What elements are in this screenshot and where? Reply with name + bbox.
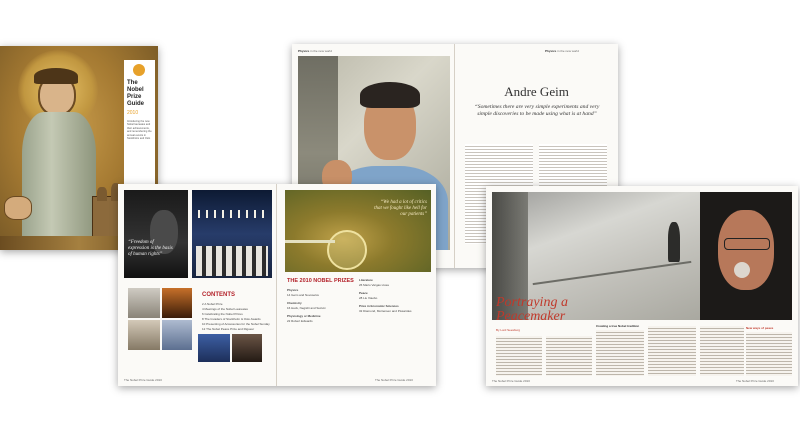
contents-footer-right: The Nobel Prize Guide 2010: [375, 378, 413, 382]
peace-body-col4: [648, 326, 696, 376]
cover-year: 2010: [127, 110, 139, 116]
cover-title-line1: The: [127, 80, 138, 86]
contents-spread: [118, 184, 436, 386]
laureate-thumb: [128, 320, 160, 350]
peace-footer-left: The Nobel Prize Guide 2010: [492, 379, 530, 383]
ivf-photo: [285, 190, 431, 272]
laureate-thumb: [128, 288, 160, 318]
figure-hand-left: [4, 196, 32, 220]
cover-title-line4: Guide: [127, 101, 145, 107]
geim-header-right: Physics: [545, 49, 557, 53]
contents-item: 6 Celebrating the Nobel Prizes: [202, 312, 243, 316]
cover-title-line2: Nobel: [127, 87, 144, 93]
geim-header-left: Physics: [298, 49, 310, 53]
peace-portrait: [700, 192, 792, 320]
geim-header-left-sub: in the new world: [310, 49, 332, 53]
prize-item: 32 Diamond, Mortensen and Pissarides: [359, 308, 412, 313]
laureate-thumb: [198, 334, 230, 362]
peace-body-col5: [700, 326, 744, 376]
prize-head: Prize in Economic Sciences: [359, 304, 399, 308]
prize-head: Chemistry: [287, 301, 302, 305]
peace-body-col2: [546, 336, 592, 376]
contents-item: 8 The Invaders of Stockholm & Oslo Awards: [202, 317, 261, 321]
laureate-thumb: [162, 320, 192, 350]
prize-item: 26 Mario Vargas Llosa: [359, 282, 389, 287]
contents-title: CONTENTS: [202, 292, 235, 298]
peace-right-subhead: New ways of peace: [746, 326, 774, 330]
ceremony-photo: [192, 190, 272, 278]
figure-hair: [34, 68, 78, 84]
peace-body-col3: [596, 330, 644, 376]
contents-right-page: [277, 184, 436, 386]
contents-item: 4 Meetings of the Nobel Laureates: [202, 307, 248, 311]
freedom-quote-text: “Freedom of expression is the basis of human rights”: [128, 240, 173, 257]
prize-head: Peace: [359, 291, 368, 295]
figure-robe: [22, 112, 96, 250]
prizes-col2: [359, 278, 429, 313]
prize-head: Physics: [287, 288, 299, 292]
prize-item: 14 Geim and Novoselov: [287, 292, 320, 297]
prize-head: Physiology or Medicine: [287, 314, 321, 318]
contents-footer-left: The Nobel Prize Guide 2010: [124, 378, 162, 382]
prize-head: Literature: [359, 278, 373, 282]
peace-subhead: Creating a true Nobel tradition: [596, 324, 640, 328]
peace-footer-right: The Nobel Prize Guide 2010: [736, 379, 774, 383]
peace-title: [496, 296, 568, 324]
nobel-medal-icon: [133, 64, 145, 76]
laureate-thumb: [162, 288, 192, 318]
peace-title-line1: Portraying a: [496, 295, 568, 310]
laureate-thumb: [232, 334, 262, 362]
prize-item: 22 Robert Edwards: [287, 318, 313, 323]
prizes-title: THE 2010 NOBEL PRIZES: [287, 278, 354, 284]
peace-title-line2: Peacemaker: [496, 309, 566, 324]
prize-item: 16 Heck, Negishi and Suzuki: [287, 305, 326, 310]
peace-byline: By Lord Seesburg: [496, 328, 521, 332]
peace-spread: [486, 186, 798, 386]
freedom-quote-photo: [124, 190, 188, 278]
contents-item: 10 Presenting of Accessories for the Nobel Sunday: [202, 322, 270, 326]
cover-blurb: Introducing the new Nobel laureates and their achievements, and remembering the annual events in Stockholm and Oslo: [127, 120, 152, 141]
walking-figure: [668, 222, 680, 262]
ivf-quote-text: “We had a lot of critics that we fought like hell for our patients”: [374, 200, 427, 217]
cover-title-line3: Prize: [127, 94, 142, 100]
prize-item: 28 Liu Xiaobo: [359, 295, 378, 300]
contents-item: 12 The Nobel Peace Prize and Rigueur: [202, 327, 255, 331]
portrait-hair: [360, 82, 420, 108]
geim-name-title: Andre Geim: [504, 84, 569, 99]
peace-body-col6: [746, 332, 792, 376]
geim-pull-quote: “Sometimes there are very simple experiments and very simple discoveries to be made using what is at hand”: [474, 104, 600, 117]
peace-body-col1: [496, 336, 542, 376]
contents-left-page: [118, 184, 277, 386]
prizes-col1: [287, 288, 353, 323]
contents-item: 2 A Nobel Prize: [202, 302, 223, 306]
geim-header-right-sub: in the new world: [557, 49, 579, 53]
